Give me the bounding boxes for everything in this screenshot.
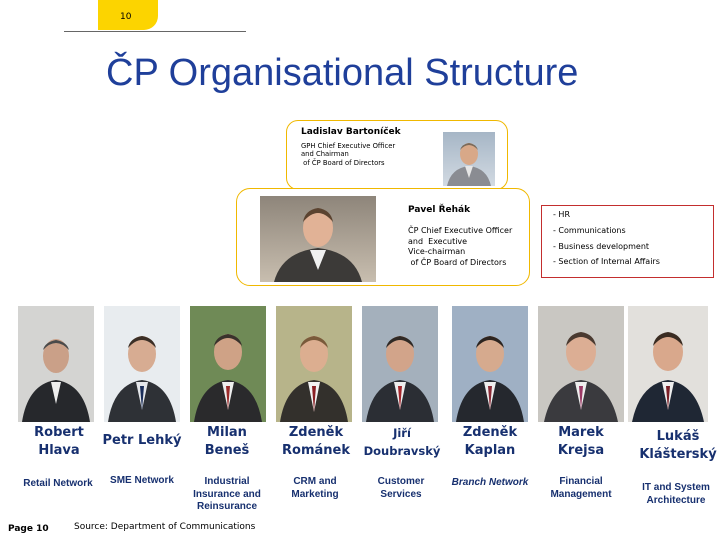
board-member-name: Zdeněk Kaplan: [462, 425, 518, 458]
board-member-photo: [538, 306, 624, 422]
responsibility-item: - HR: [553, 210, 571, 219]
responsibilities-box: [541, 205, 714, 278]
board-member-photo: [362, 306, 438, 422]
board-member-division: Customer Services: [377, 476, 425, 500]
board-member-photo: [190, 306, 266, 422]
ceo-name: Ladislav Bartoníček: [301, 127, 401, 137]
board-member-photo: [276, 306, 352, 422]
board-member-division: IT and System Architecture: [642, 482, 710, 506]
vice-chairman-name: Pavel Řehák: [408, 205, 471, 215]
board-member-division: Branch Network: [451, 477, 529, 488]
board-member-name: Marek Krejsa: [557, 425, 605, 458]
vice-chairman-photo: [260, 196, 376, 282]
board-member-name: Robert Hlava: [34, 425, 84, 458]
board-member-photo: [452, 306, 528, 422]
vice-chairman-box: [236, 188, 530, 286]
ceo-role: GPH Chief Executive Officer and Chairman of ČP Board of Directors: [301, 142, 396, 167]
footer-source: Source: Department of Communications: [74, 522, 256, 532]
responsibility-item: - Business development: [553, 242, 650, 251]
footer-page-number: Page 10: [8, 524, 49, 534]
page-tab-number: 10: [120, 12, 132, 22]
responsibility-item: - Communications: [553, 226, 626, 235]
responsibility-item: - Section of Internal Affairs: [553, 257, 660, 266]
page-title: ČP Organisational Structure: [106, 52, 579, 94]
board-member-division: SME Network: [110, 475, 174, 486]
ceo-photo: [443, 132, 495, 186]
board-member-photo: [104, 306, 180, 422]
board-member-photo: [628, 306, 708, 422]
board-member-division: CRM and Marketing: [291, 476, 339, 500]
ceo-box: [286, 120, 508, 190]
header-rule: [64, 31, 246, 32]
board-member-name: Petr Lehký: [102, 433, 182, 448]
board-member-name: Lukáš Klášterský: [639, 429, 717, 462]
board-member-photo: [18, 306, 94, 422]
board-member-division: Retail Network: [23, 478, 93, 489]
vice-chairman-role: ČP Chief Executive Officer and Executive Vice-chairman of ČP Board of Directors: [408, 226, 513, 267]
board-member-division: Industrial Insurance and Reinsurance: [193, 476, 261, 512]
board-member-name: Milan Beneš: [204, 425, 250, 458]
board-member-name: Jiří Doubravský: [363, 426, 441, 458]
board-member-division: Financial Management: [550, 476, 612, 500]
board-member-name: Zdeněk Románek: [282, 425, 350, 458]
